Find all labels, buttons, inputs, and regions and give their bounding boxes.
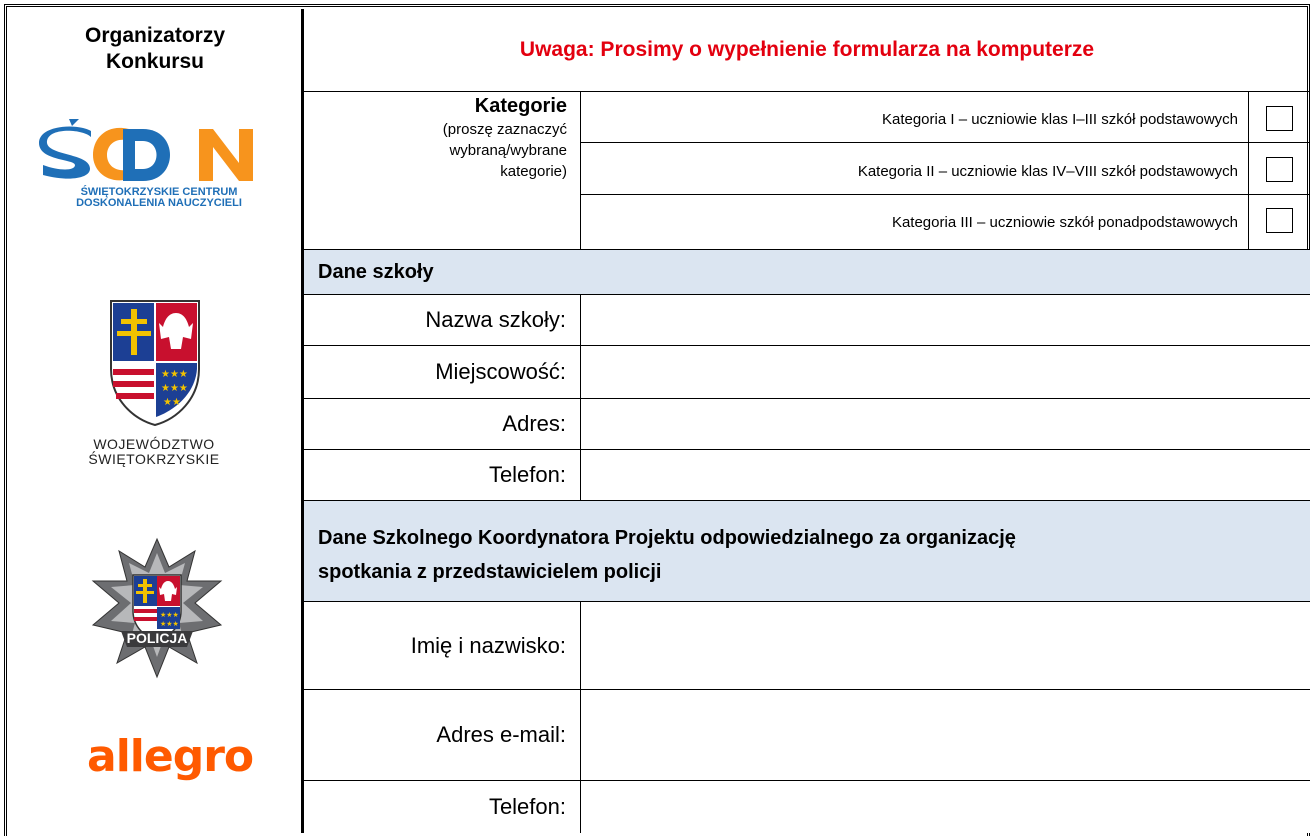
policja-label: POLICJA — [126, 630, 188, 646]
coordinator-section-line2: spotkania z przedstawicielem policji — [318, 561, 662, 583]
svg-text:★★★: ★★★ — [160, 611, 179, 619]
categories-hint-line1: (proszę zaznaczyć — [442, 121, 567, 138]
school-section-header: Dane szkoły — [304, 250, 1310, 294]
school-address-label: Adres: — [502, 411, 566, 436]
divider — [581, 194, 1310, 195]
wojewodztwo-line1: WOJEWÓDZTWO — [93, 436, 215, 452]
wojewodztwo-label — [69, 437, 239, 467]
scdn-logo-line1: ŚWIĘTOKRZYSKIE CENTRUM — [80, 186, 238, 198]
coordinator-section-line1: Dane Szkolnego Koordynatora Projektu odpowiedzialnego za organizację — [318, 527, 1016, 549]
wojewodztwo-coat-of-arms-icon — [107, 297, 203, 427]
coordinator-phone-label: Telefon: — [488, 794, 566, 819]
form-warning: Uwaga: Prosimy o wypełnienie formularza na komputerze — [519, 38, 1095, 61]
svg-text:★★★: ★★★ — [161, 369, 188, 380]
categories-title: Kategorie — [474, 95, 567, 117]
school-name-input[interactable] — [581, 295, 1310, 345]
school-phone-label: Telefon: — [488, 462, 566, 487]
categories-header — [304, 93, 576, 182]
category-2-checkbox[interactable] — [1266, 157, 1293, 182]
coordinator-name-input[interactable] — [581, 602, 1310, 689]
scdn-logo-line2: DOSKONALENIA NAUCZYCIELI — [76, 197, 242, 209]
application-form — [304, 9, 1310, 833]
organizers-title-line1: Organizatorzy — [84, 24, 226, 47]
organizers-title-line2: Konkursu — [105, 50, 204, 73]
organizers-column — [9, 9, 301, 833]
category-1-checkbox[interactable] — [1266, 106, 1293, 131]
category-3-label: Kategoria III – uczniowie szkół ponadpodstawowych — [891, 214, 1238, 231]
divider — [581, 142, 1310, 143]
category-3-checkbox[interactable] — [1266, 208, 1293, 233]
coordinator-email-input[interactable] — [581, 690, 1310, 780]
school-name-label: Nazwa szkoły: — [425, 307, 566, 332]
svg-text:★★★: ★★★ — [160, 620, 179, 628]
school-city-input[interactable] — [581, 346, 1310, 398]
school-phone-input[interactable] — [581, 450, 1310, 500]
wojewodztwo-line2: ŚWIĘTOKRZYSKIE — [88, 451, 220, 467]
svg-text:★★★: ★★★ — [161, 383, 188, 394]
coordinator-name-label: Imię i nazwisko: — [410, 632, 566, 658]
scdn-logo — [39, 117, 279, 209]
coordinator-phone-input[interactable] — [581, 781, 1310, 833]
categories-hint-line3: kategorie) — [500, 163, 567, 180]
divider — [304, 91, 1310, 92]
categories-hint-line2: wybraną/wybrane — [449, 142, 567, 159]
divider — [1248, 91, 1249, 249]
svg-text:★★: ★★ — [163, 397, 181, 408]
organizers-title — [9, 23, 301, 75]
school-city-label: Miejscowość: — [435, 359, 566, 384]
coordinator-email-label: Adres e-mail: — [436, 722, 566, 747]
allegro-logo: allegro — [87, 731, 254, 782]
coordinator-section-header — [304, 501, 1310, 601]
category-2-label: Kategoria II – uczniowie klas IV–VIII szkół podstawowych — [857, 163, 1238, 180]
school-address-input[interactable] — [581, 399, 1310, 449]
category-1-label: Kategoria I – uczniowie klas I–III szkół podstawowych — [881, 111, 1238, 128]
policja-badge-icon — [87, 537, 227, 679]
